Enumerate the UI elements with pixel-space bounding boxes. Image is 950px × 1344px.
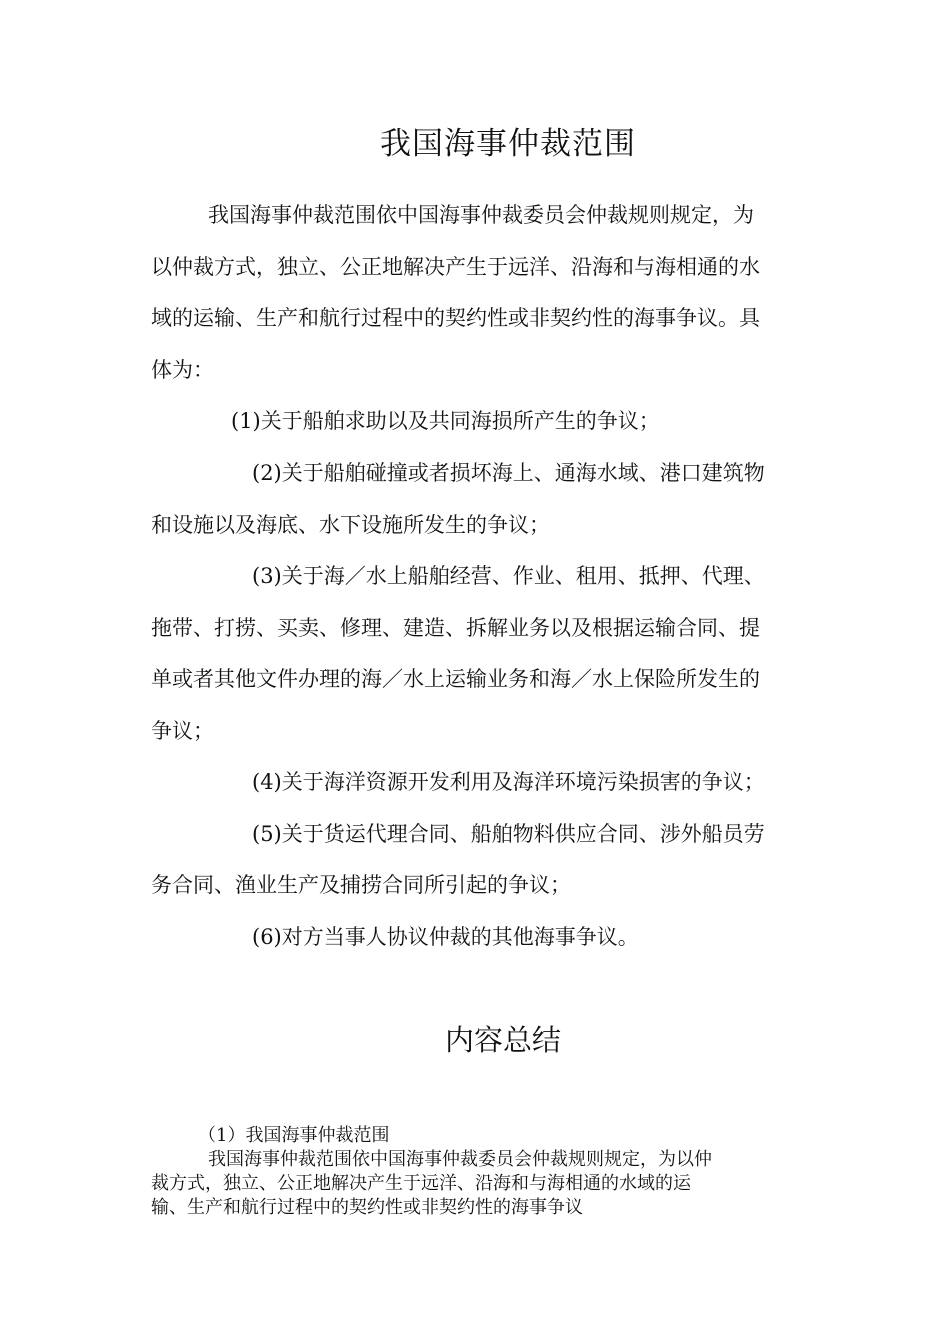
list-item-6: (6)对方当事人协议仲裁的其他海事争议。 (252, 925, 639, 949)
summary-heading: （1）我国海事仲裁范围 (198, 1125, 390, 1146)
document-title: 我国海事仲裁范围 (380, 126, 636, 162)
list-item-5: (5)关于货运代理合同、船舶物料供应合同、涉外船员劳 (252, 822, 765, 846)
body-line: 域的运输、生产和航行过程中的契约性或非契约性的海事争议。具 (151, 306, 760, 330)
body-line: 拖带、打捞、买卖、修理、建造、拆解业务以及根据运输合同、提 (151, 616, 760, 640)
summary-line: 输、生产和航行过程中的契约性或非契约性的海事争议 (151, 1197, 583, 1218)
summary-title: 内容总结 (444, 1023, 561, 1057)
body-line: 和设施以及海底、水下设施所发生的争议； (151, 513, 550, 537)
body-line: 体为： (151, 358, 214, 382)
list-item-4: (4)关于海洋资源开发利用及海洋环境污染损害的争议； (252, 770, 765, 794)
body-line: 以仲裁方式，独立、公正地解决产生于远洋、沿海和与海相通的水 (151, 255, 760, 279)
list-item-2: (2)关于船舶碰撞或者损坏海上、通海水域、港口建筑物 (252, 461, 765, 485)
body-line: 单或者其他文件办理的海／水上运输业务和海／水上保险所发生的 (151, 667, 760, 691)
summary-line: 我国海事仲裁范围依中国海事仲裁委员会仲裁规则规定，为以仲 (208, 1149, 712, 1170)
list-item-1: (1)关于船舶求助以及共同海损所产生的争议； (231, 409, 660, 433)
body-line: 我国海事仲裁范围依中国海事仲裁委员会仲裁规则规定，为 (208, 203, 754, 227)
list-item-3: (3)关于海／水上船舶经营、作业、租用、抵押、代理、 (252, 564, 765, 588)
body-line: 争议； (151, 719, 214, 743)
summary-line: 裁方式，独立、公正地解决产生于远洋、沿海和与海相通的水域的运 (151, 1173, 691, 1194)
body-line: 务合同、渔业生产及捕捞合同所引起的争议； (151, 873, 571, 897)
